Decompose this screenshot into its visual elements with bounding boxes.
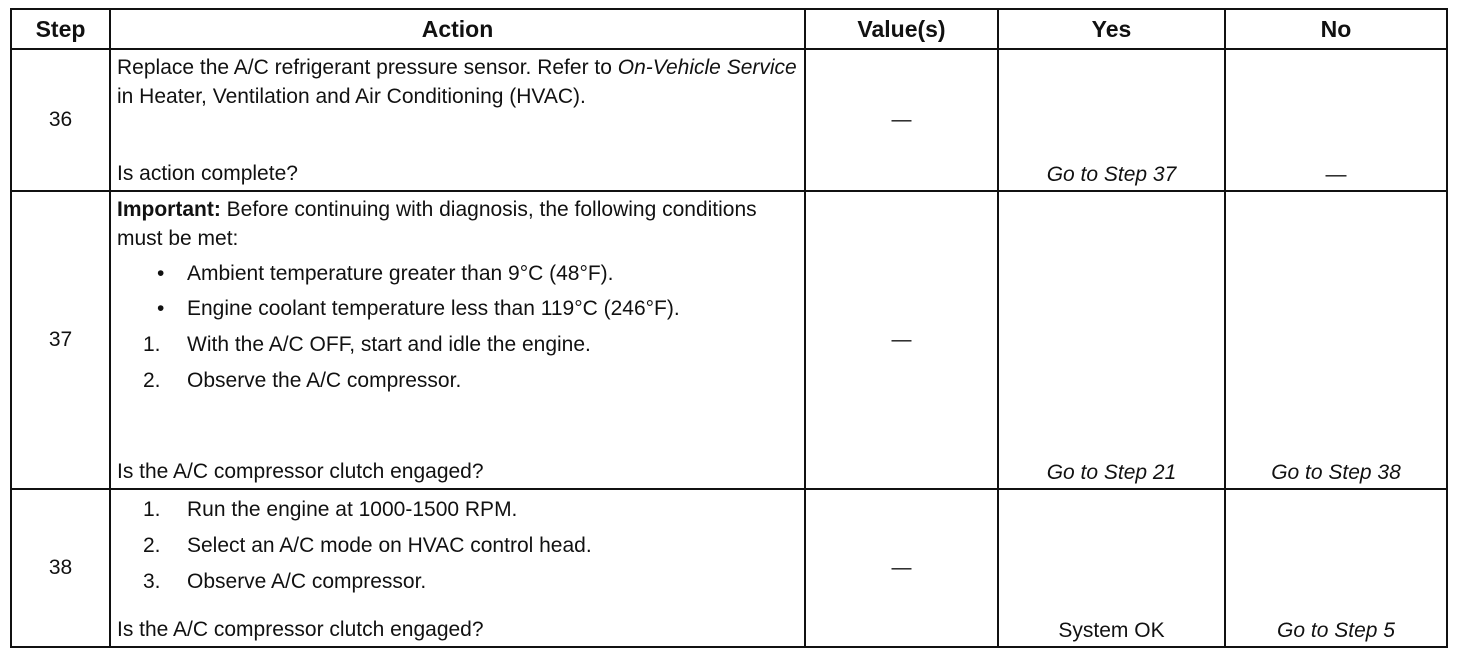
value-cell: — [805, 489, 998, 647]
action-cell [110, 489, 805, 647]
no-result: Go to Step 38 [1225, 191, 1447, 489]
table-row [11, 191, 1447, 489]
action-text: Replace the A/C refrigerant pressure sensor. Refer to On-Vehicle Service in Heater, Ventilation and Air Conditioning (HVAC). [117, 56, 797, 108]
header-row [11, 9, 1447, 49]
yes-result: Go to Step 21 [998, 191, 1225, 489]
header-no: No [1225, 9, 1447, 49]
step-number: 36 [11, 49, 110, 191]
important-note: Important: Before continuing with diagnosis, the following conditions must be met: [117, 198, 757, 250]
step-number: 37 [11, 191, 110, 489]
diagnostic-table [10, 8, 1448, 648]
header-values: Value(s) [805, 9, 998, 49]
step-number: 38 [11, 489, 110, 647]
numbered-step: 2. Select an A/C mode on HVAC control head. [143, 534, 592, 557]
no-result: — [1225, 49, 1447, 191]
important-label: Important: [117, 198, 221, 221]
action-cell [110, 191, 805, 489]
action-question: Is the A/C compressor clutch engaged? [117, 460, 484, 483]
header-action: Action [110, 9, 805, 49]
numbered-step: 3. Observe A/C compressor. [143, 570, 427, 593]
header-step: Step [11, 9, 110, 49]
action-question: Is the A/C compressor clutch engaged? [117, 618, 484, 641]
bullet-icon: • [157, 262, 165, 285]
no-result: Go to Step 5 [1225, 489, 1447, 647]
action-question: Is action complete? [117, 162, 298, 185]
value-cell: — [805, 49, 998, 191]
numbered-step: 1. With the A/C OFF, start and idle the engine. [143, 333, 591, 356]
yes-result: Go to Step 37 [998, 49, 1225, 191]
table-row [11, 489, 1447, 647]
bullet-icon: • [157, 297, 165, 320]
numbered-step: 2. Observe the A/C compressor. [143, 369, 462, 392]
header-yes: Yes [998, 9, 1225, 49]
bullet-item: • Ambient temperature greater than 9°C (48°F). [117, 259, 798, 288]
numbered-step: 1. Run the engine at 1000-1500 RPM. [143, 498, 518, 521]
yes-result: System OK [998, 489, 1225, 647]
reference-link: On-Vehicle Service [617, 56, 797, 79]
value-cell: — [805, 191, 998, 489]
table-row [11, 49, 1447, 191]
bullet-item: • Engine coolant temperature less than 119°C (246°F). [117, 294, 798, 323]
action-cell [110, 49, 805, 191]
